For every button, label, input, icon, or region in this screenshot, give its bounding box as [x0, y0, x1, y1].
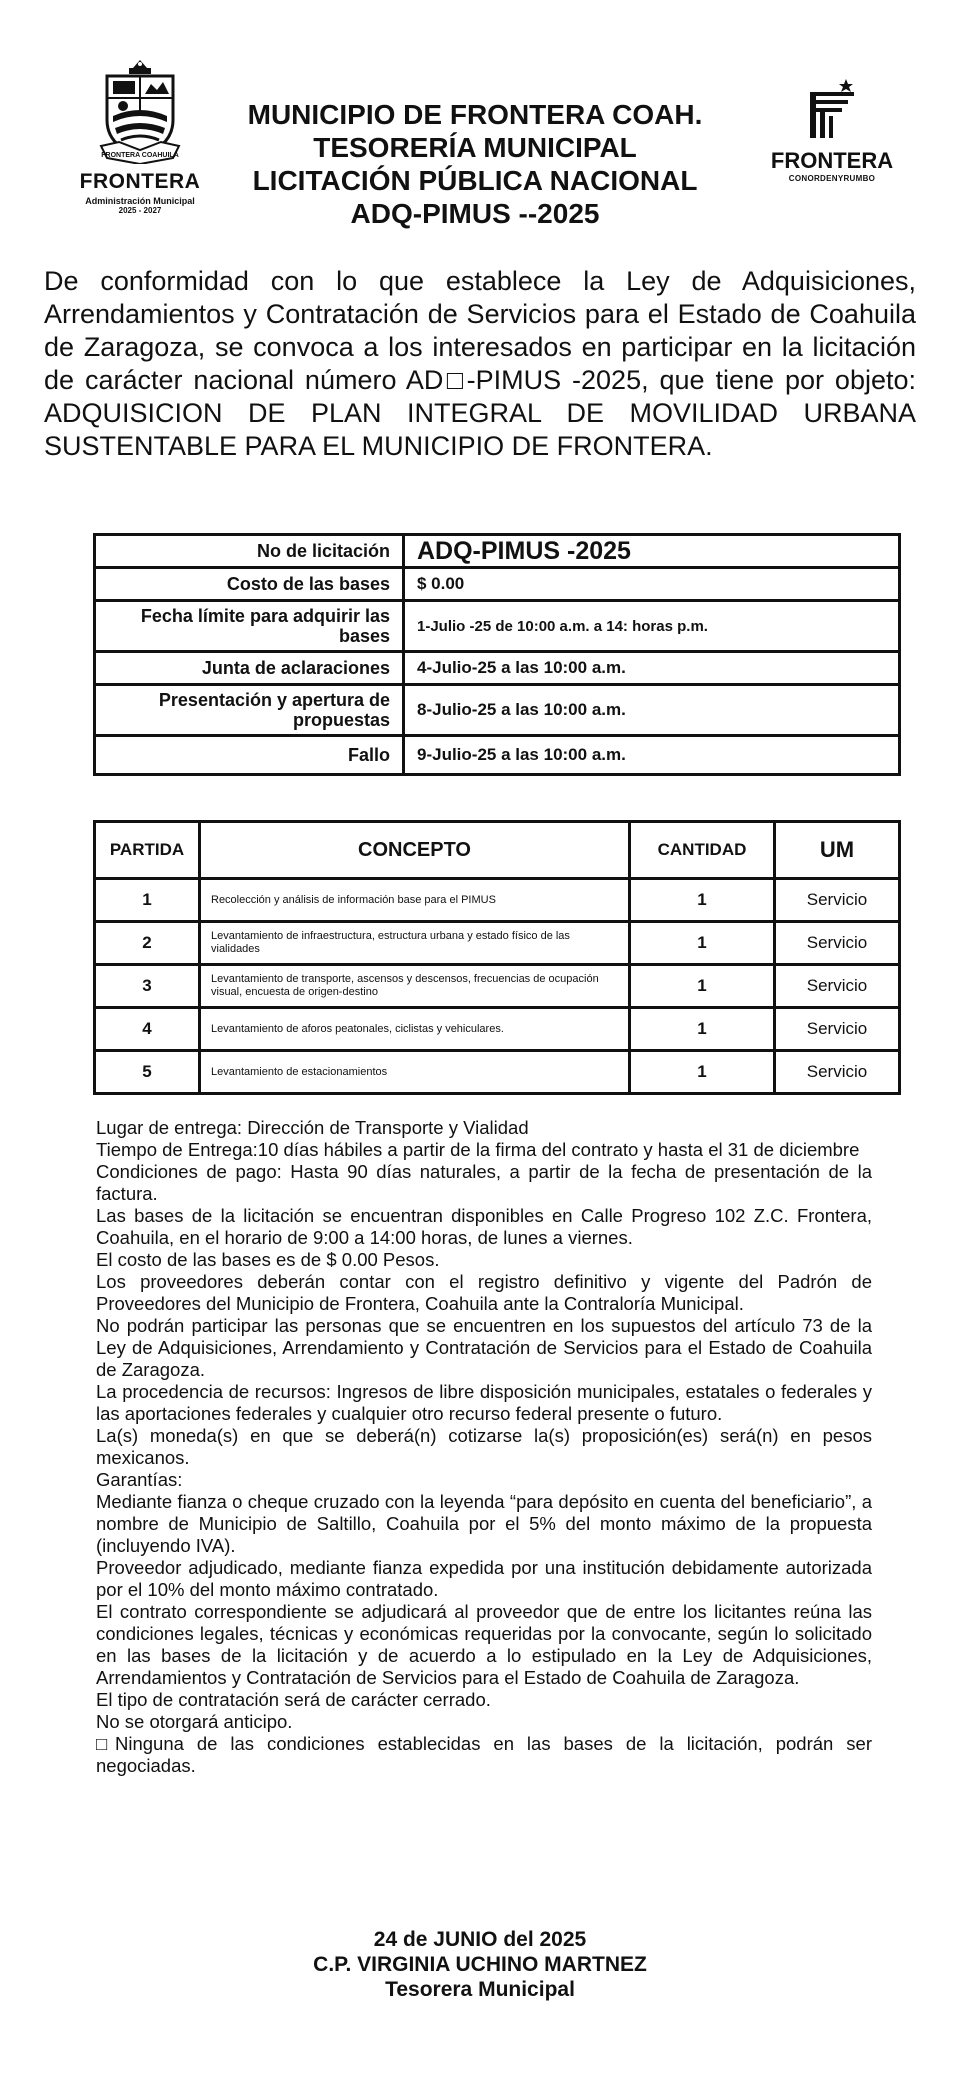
- condition-item: Mediante fianza o cheque cruzado con la leyenda “para depósito en cuenta del beneficiario”, a nombre de Municipio de Saltillo, Coahuila por el 5% del monto máximo de la propuesta (incluyendo IVA).: [96, 1491, 872, 1556]
- signature-title: Tesorera Municipal: [385, 1978, 575, 2001]
- signature-name: C.P. VIRGINIA UCHINO MARTNEZ: [313, 1953, 647, 1976]
- column-header-concepto: CONCEPTO: [200, 822, 630, 879]
- cell-um: Servicio: [775, 1051, 900, 1094]
- info-label: Junta de aclaraciones: [95, 652, 404, 685]
- cell-cantidad: 1: [630, 1051, 775, 1094]
- condition-item: Proveedor adjudicado, mediante fianza expedida por una institución debidamente autorizada por el 10% del monto máximo contratado.: [96, 1557, 872, 1600]
- cell-um: Servicio: [775, 965, 900, 1008]
- info-value: 4-Julio-25 a las 10:00 a.m.: [404, 652, 900, 685]
- info-value: 8-Julio-25 a las 10:00 a.m.: [404, 685, 900, 736]
- info-value: ADQ-PIMUS -2025: [404, 535, 900, 568]
- condition-item: La(s) moneda(s) en que se deberá(n) cotizarse la(s) proposición(es) será(n) en pesos mexicanos.: [96, 1425, 872, 1468]
- cell-partida: 4: [95, 1008, 200, 1051]
- bid-info-table: [93, 533, 901, 776]
- info-value: $ 0.00: [404, 568, 900, 601]
- cell-cantidad: 1: [630, 965, 775, 1008]
- page-title: [235, 98, 715, 230]
- cell-um: Servicio: [775, 922, 900, 965]
- table-row: [95, 922, 900, 965]
- right-logo-slogan: CONORDENYRUMBO: [788, 174, 876, 183]
- info-label: No de licitación: [95, 535, 404, 568]
- info-label: Fallo: [95, 736, 404, 775]
- cell-partida: 5: [95, 1051, 200, 1094]
- table-header-row: [95, 822, 900, 879]
- table-row: [95, 879, 900, 922]
- svg-text:FRONTERA COAHUILA: FRONTERA COAHUILA: [101, 152, 179, 159]
- condition-item: No podrán participar las personas que se encuentren en los supuestos del artículo 73 de la Ley de Adquisiciones, Arrendamiento y Contratación de Servicios para el Estado de Coahuila de Zaragoza.: [96, 1315, 872, 1380]
- condition-item: Las bases de la licitación se encuentran disponibles en Calle Progreso 102 Z.C. Frontera, Coahuila, en el horario de 9:00 a 14:00 horas, de lunes a viernes.: [96, 1205, 872, 1248]
- table-row: [95, 652, 900, 685]
- condition-item: La procedencia de recursos: Ingresos de libre disposición municipales, estatales o federales y las aportaciones federales y cualquier otro recurso federal presente o futuro.: [96, 1381, 872, 1424]
- cell-cantidad: 1: [630, 922, 775, 965]
- conditions-list: [96, 1117, 872, 1777]
- cell-concepto: Levantamiento de transporte, ascensos y descensos, frecuencias de ocupación visual, encuesta de origen-destino: [200, 965, 630, 1008]
- table-row: [95, 1008, 900, 1051]
- condition-item: Condiciones de pago: Hasta 90 días naturales, a partir de la fecha de presentación de la factura.: [96, 1161, 872, 1204]
- table-row: [95, 1051, 900, 1094]
- left-logo-brand: FRONTERA: [79, 170, 201, 193]
- title-line: MUNICIPIO DE FRONTERA COAH.: [247, 99, 703, 130]
- flag-lines-icon: [802, 78, 862, 140]
- info-label: Costo de las bases: [95, 568, 404, 601]
- cell-concepto: Levantamiento de estacionamientos: [200, 1051, 630, 1094]
- column-header-cantidad: CANTIDAD: [630, 822, 775, 879]
- column-header-partida: PARTIDA: [95, 822, 200, 879]
- signature-date: 24 de JUNIO del 2025: [373, 1928, 587, 1951]
- table-row: [95, 601, 900, 652]
- right-logo-brand: FRONTERA: [770, 148, 894, 173]
- info-value: 9-Julio-25 a las 10:00 a.m.: [404, 736, 900, 775]
- cell-cantidad: 1: [630, 879, 775, 922]
- info-label: Fecha límite para adquirir las bases: [95, 601, 404, 652]
- cell-partida: 3: [95, 965, 200, 1008]
- table-row: [95, 685, 900, 736]
- info-value: 1-Julio -25 de 10:00 a.m. a 14: horas p.m.: [404, 601, 900, 652]
- info-label: Presentación y apertura de propuestas: [95, 685, 404, 736]
- cell-partida: 1: [95, 879, 200, 922]
- frontera-brand-logo: [752, 78, 912, 183]
- coat-of-arms-icon: [99, 58, 181, 164]
- cell-concepto: Levantamiento de infraestructura, estructura urbana y estado físico de las vialidades: [200, 922, 630, 965]
- municipal-logo: [70, 58, 210, 215]
- cell-partida: 2: [95, 922, 200, 965]
- condition-item: No se otorgará anticipo.: [96, 1711, 293, 1732]
- title-line: ADQ-PIMUS --2025: [350, 198, 600, 229]
- cell-concepto: Recolección y análisis de información base para el PIMUS: [200, 879, 630, 922]
- condition-item: Tiempo de Entrega:10 días hábiles a partir de la firma del contrato y hasta el 31 de diciembre: [96, 1139, 860, 1160]
- condition-item: El tipo de contratación será de carácter cerrado.: [96, 1689, 491, 1710]
- intro-paragraph: De conformidad con lo que establece la Ley de Adquisiciones, Arrendamientos y Contratación de Servicios para el Estado de Coahuila de Zaragoza, se convoca a los interesados en participar en la licitación de carácter nacional número AD□-PIMUS -2025, que tiene por objeto: ADQUISICION DE PLAN INTEGRAL DE MOVILIDAD URBANA SUSTENTABLE PARA EL MUNICIPIO DE FRONTERA.: [44, 266, 916, 461]
- condition-item: Garantías:: [96, 1469, 183, 1490]
- cell-cantidad: 1: [630, 1008, 775, 1051]
- table-row: [95, 535, 900, 568]
- left-logo-years: 2025 - 2027: [118, 206, 162, 215]
- cell-concepto: Levantamiento de aforos peatonales, ciclistas y vehiculares.: [200, 1008, 630, 1051]
- header: [0, 0, 960, 250]
- left-logo-admin: Administración Municipal: [85, 196, 195, 206]
- table-row: [95, 965, 900, 1008]
- condition-item: Los proveedores deberán contar con el registro definitivo y vigente del Padrón de Proveedores del Municipio de Frontera, Coahuila ante la Contraloría Municipal.: [96, 1271, 872, 1314]
- condition-item: □Ninguna de las condiciones establecidas en las bases de la licitación, podrán ser negociadas.: [96, 1733, 872, 1776]
- cell-um: Servicio: [775, 1008, 900, 1051]
- items-table: [93, 820, 901, 1095]
- table-row: [95, 736, 900, 775]
- column-header-um: UM: [775, 822, 900, 879]
- cell-um: Servicio: [775, 879, 900, 922]
- title-line: TESORERÍA MUNICIPAL: [313, 132, 637, 163]
- title-line: LICITACIÓN PÚBLICA NACIONAL: [252, 165, 698, 196]
- condition-item: El contrato correspondiente se adjudicará al proveedor que de entre los licitantes reúna las condiciones legales, técnicas y económicas requeridas por la convocante, según lo solicitado en las bases de la licitación y de acuerdo a lo estipulado en la Ley de Adquisiciones, Arrendamientos y Contratación de Servicios para el Estado de Coahuila de Zaragoza.: [96, 1601, 872, 1688]
- table-row: [95, 568, 900, 601]
- condition-item: Lugar de entrega: Dirección de Transporte y Vialidad: [96, 1117, 529, 1138]
- condition-item: El costo de las bases es de $ 0.00 Pesos.: [96, 1249, 440, 1270]
- signature-block: [0, 1927, 960, 2002]
